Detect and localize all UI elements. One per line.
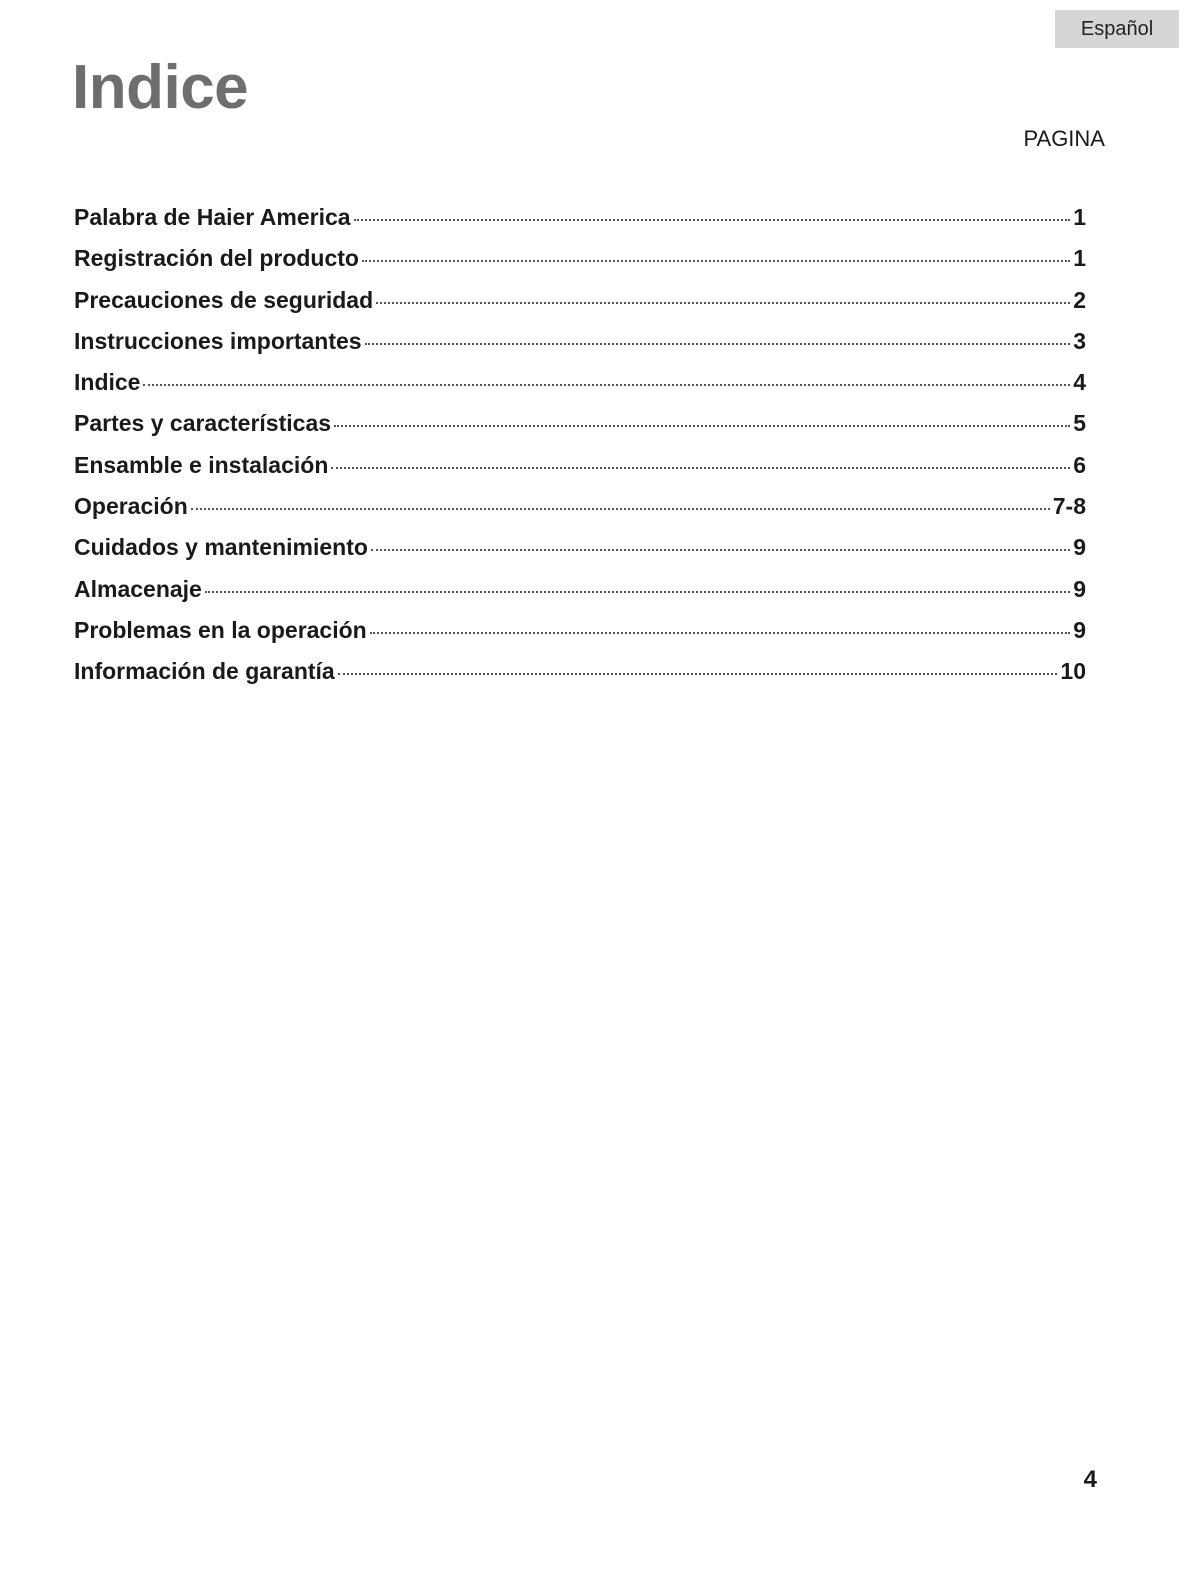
toc-entry-title: Indice xyxy=(74,369,141,396)
toc-entry-page: 10 xyxy=(1060,658,1086,685)
toc-entry-page: 9 xyxy=(1073,616,1086,643)
toc-entry-page: 9 xyxy=(1073,575,1086,602)
toc-entry[interactable] xyxy=(74,245,1086,286)
toc-entry-title: Instrucciones importantes xyxy=(74,327,362,354)
toc-entry-page: 1 xyxy=(1073,204,1086,230)
toc-dot-leader xyxy=(338,673,1058,675)
toc-entry-title: Precauciones de seguridad xyxy=(74,286,374,313)
toc-entry-page: 7-8 xyxy=(1052,493,1086,520)
toc-entry-page: 1 xyxy=(1073,245,1086,272)
toc-entry-title: Información de garantía xyxy=(74,658,335,685)
toc-dot-leader xyxy=(331,467,1070,469)
toc-entry-page: 3 xyxy=(1073,327,1086,354)
toc-dot-leader xyxy=(370,632,1070,634)
toc-entry-page: 6 xyxy=(1073,451,1086,478)
toc-dot-leader xyxy=(362,260,1070,262)
toc-entry-page: 9 xyxy=(1073,534,1086,561)
toc-dot-leader xyxy=(376,302,1070,304)
toc-dot-leader xyxy=(354,219,1071,221)
toc-entry-title: Ensamble e instalación xyxy=(74,451,329,478)
toc-dot-leader xyxy=(143,384,1070,386)
table-of-contents xyxy=(74,204,1086,700)
toc-dot-leader xyxy=(191,508,1050,510)
toc-entry[interactable] xyxy=(74,452,1086,493)
page-column-header: PAGINA xyxy=(1023,126,1105,151)
toc-entry[interactable] xyxy=(74,534,1086,575)
language-tab: Español xyxy=(1055,10,1179,48)
toc-entry-title: Cuidados y mantenimiento xyxy=(74,534,368,561)
page-title: Indice xyxy=(72,53,249,122)
toc-entry[interactable] xyxy=(74,410,1086,451)
toc-entry-title: Operación xyxy=(74,493,188,520)
toc-entry-page: 4 xyxy=(1073,369,1086,396)
toc-entry-title: Registración del producto xyxy=(74,245,359,272)
toc-entry[interactable] xyxy=(74,328,1086,369)
toc-entry-title: Palabra de Haier America xyxy=(74,204,351,230)
toc-dot-leader xyxy=(334,425,1070,427)
toc-dot-leader xyxy=(371,549,1070,551)
toc-entry[interactable] xyxy=(74,493,1086,534)
toc-entry[interactable] xyxy=(74,287,1086,328)
toc-entry[interactable] xyxy=(74,369,1086,410)
toc-entry[interactable] xyxy=(74,658,1086,699)
toc-dot-leader xyxy=(205,591,1070,593)
toc-entry-page: 2 xyxy=(1073,286,1086,313)
toc-entry[interactable] xyxy=(74,204,1086,245)
toc-entry-title: Partes y características xyxy=(74,410,332,437)
toc-entry[interactable] xyxy=(74,576,1086,617)
page-number: 4 xyxy=(1083,1466,1097,1493)
toc-entry-page: 5 xyxy=(1073,410,1086,437)
toc-entry[interactable] xyxy=(74,617,1086,658)
toc-dot-leader xyxy=(365,343,1071,345)
toc-entry-title: Almacenaje xyxy=(74,575,202,602)
toc-entry-title: Problemas en la operación xyxy=(74,616,367,643)
